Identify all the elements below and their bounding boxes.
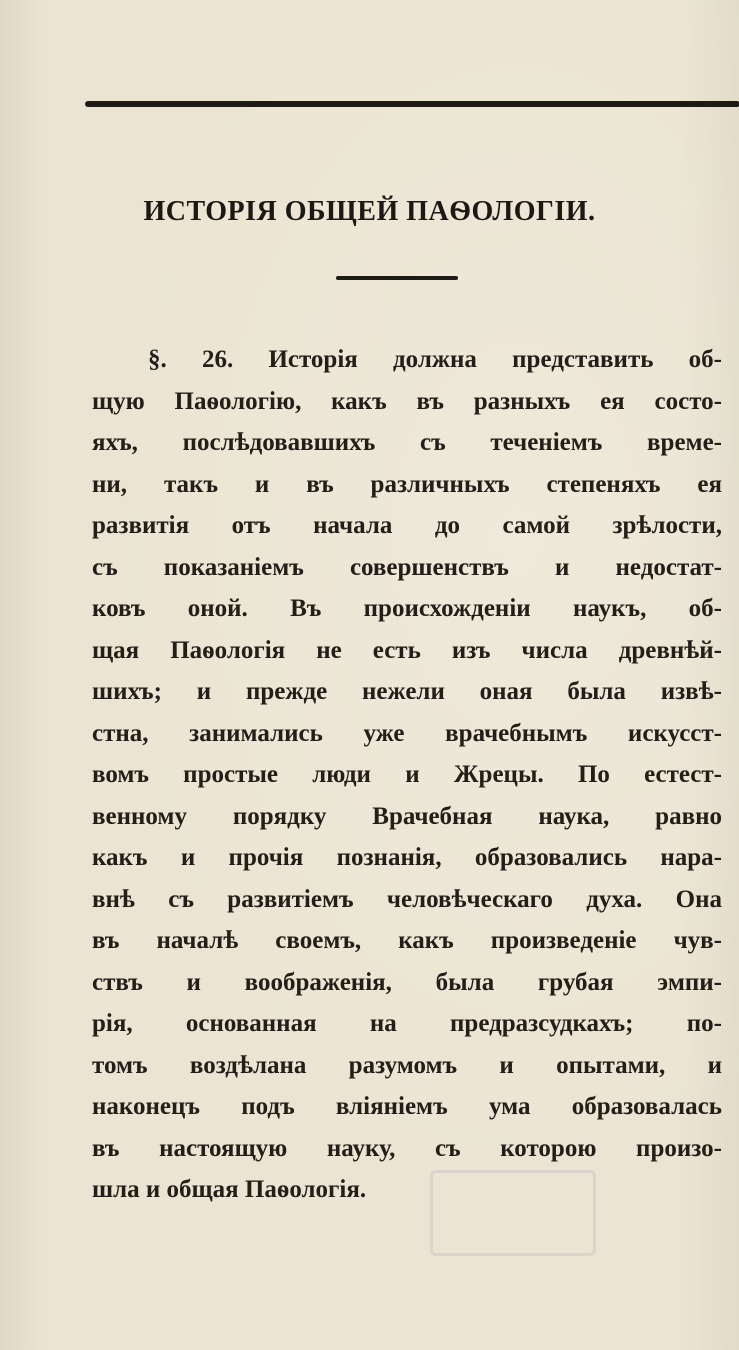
text-line: яхъ, послѣдовавшихъ съ теченіемъ време- (92, 429, 722, 456)
text-line: венному порядку Врачебная наука, равно (92, 802, 722, 830)
text-line: развитія отъ начала до самой зрѣлости, (92, 512, 722, 539)
text-line: въ настоящую науку, съ которою произо- (92, 1134, 722, 1162)
text-line: шихъ; и прежде нежели оная была извѣ- (92, 678, 722, 705)
chapter-title: ИСТОРІЯ ОБЩЕЙ ПАѲОЛОГІИ. (143, 196, 596, 227)
text-line: рія, основанная на предразсудкахъ; по- (92, 1010, 722, 1037)
library-stamp-faint (430, 1170, 596, 1256)
text-line: щую Паѳологію, какъ въ разныхъ ея состо- (92, 387, 722, 415)
title-ornament-rule (336, 276, 458, 280)
text-line: вомъ простые люди и Жрецы. По естест- (92, 761, 722, 788)
text-line: стна, занимались уже врачебнымъ искусст- (92, 719, 722, 747)
header-rule (85, 101, 739, 107)
text-line: ни, такъ и въ различныхъ степеняхъ ея (92, 470, 722, 498)
text-line: ствъ и воображенія, была грубая эмпи- (92, 968, 722, 996)
text-line: внѣ съ развитіемъ человѣческаго духа. Она (92, 885, 722, 913)
text-line: въ началѣ своемъ, какъ произведеніе чув- (92, 927, 722, 954)
text-line: ковъ оной. Въ происхожденіи наукъ, об- (92, 595, 722, 622)
text-line: шла и общая Паѳологія. (92, 1176, 367, 1203)
text-line: томъ воздѣлана разумомъ и опытами, и (92, 1051, 722, 1079)
text-line: съ показаніемъ совершенствъ и недостат- (92, 553, 722, 581)
text-line: какъ и прочія познанія, образовались нара- (92, 844, 722, 871)
text-line: щая Паѳологія не есть изъ числа древнѣй- (92, 636, 722, 664)
text-line: §. 26. Исторія должна представить об- (148, 346, 722, 373)
text-line: наконецъ подъ вліяніемъ ума образовалась (92, 1093, 722, 1120)
paragraph-26 (92, 339, 722, 1211)
